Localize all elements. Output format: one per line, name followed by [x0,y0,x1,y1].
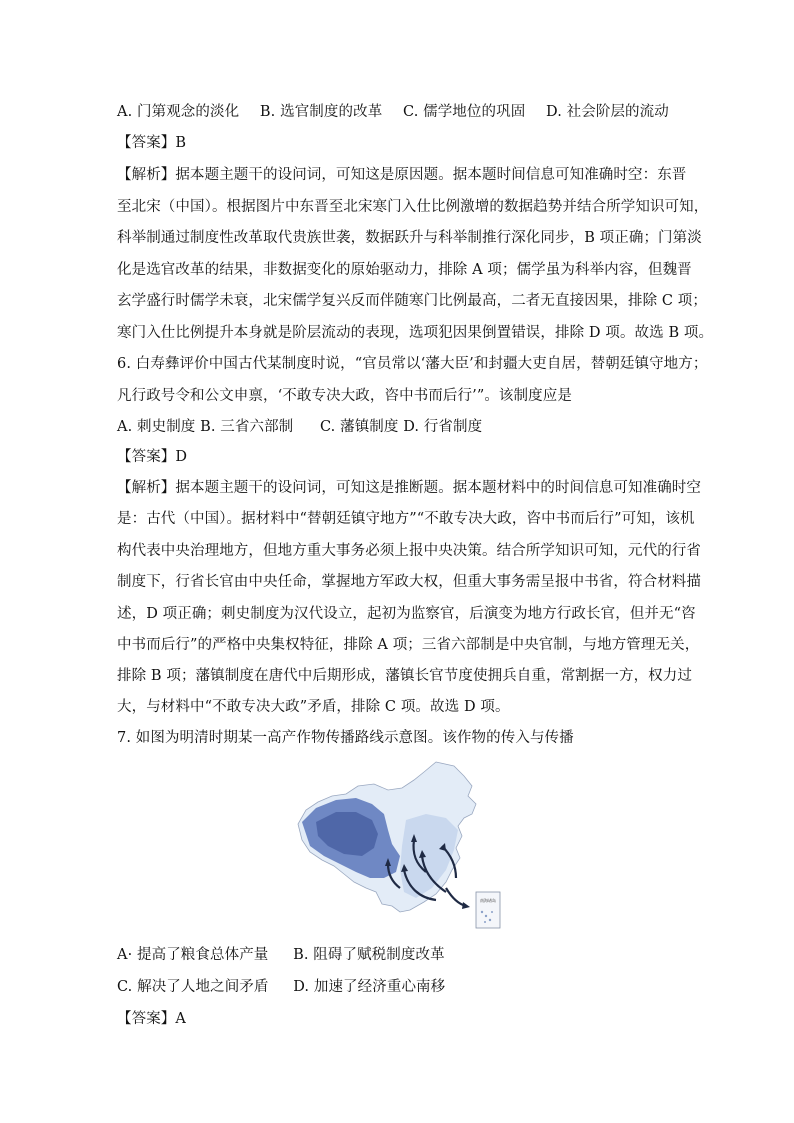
q7-answer: 【答案】A [117,1011,186,1027]
q6-answer: 【答案】D [117,449,188,465]
q7-option-b: B. 阻碍了赋税制度改革 [293,947,445,963]
q5-analysis-line-2: 至北宋（中国）。根据图片中东晋至北宋寒门入仕比例激增的数据趋势并结合所学知识可知， [117,199,709,215]
q6-analysis-line-8: 大，与材料中“不敢专决大政”矛盾，排除 C 项。故选 D 项。 [117,699,510,715]
q5-analysis-line-5: 玄学盛行时儒学未衰，北宋儒学复兴反而伴随寒门比例最高，二者无直接因果，排除 C 项； [117,293,708,309]
q5-options [117,102,687,122]
q5-analysis-line-3: 科举制通过制度性改革取代贵族世袭，数据跃升与科举制推行深化同步，B 项正确；门第淡 [117,230,702,246]
q7-options-row-1 [117,945,687,965]
q7-stem: 7. 如图为明清时期某一高产作物传播路线示意图。该作物的传入与传播 [117,730,574,746]
q5-analysis-line-6: 寒门入仕比例提升本身就是阶层流动的表现，选项犯因果倒置错误，排除 D 项。故选 B 项。 [117,325,714,341]
q5-option-c: C. 儒学地位的巩固 [403,104,526,120]
q6-analysis-line-6: 中书而后行”的严格中央集权特征，排除 A 项；三省六部制是中央官制，与地方管理无关， [117,637,700,653]
q5-analysis-line-4: 化是选官改革的结果，非数据变化的原始驱动力，排除 A 项；儒学虽为科举内容，但魏晋 [117,262,692,278]
q6-analysis-line-5: 述，D 项正确；刺史制度为汉代设立，起初为监察官，后演变为地方行政长官，但并无“咨 [117,606,696,622]
q5-option-d: D. 社会阶层的流动 [546,104,669,120]
q6-options-ab: A. 刺史制度 B. 三省六部制 [117,419,294,435]
q5-answer: 【答案】B [117,135,187,151]
q6-analysis-line-3: 构代表中央治理地方，但地方重大事务必须上报中央决策。结合所学知识可知，元代的行省 [117,543,701,559]
q6-analysis-line-4: 制度下，行省长官由中央任命，掌握地方军政大权，但重大事务需呈报中书省，符合材料描 [117,574,701,590]
q7-option-c: C. 解决了人地之间矛盾 [117,979,269,995]
south-sea-inset-label: 南海诸岛 [480,898,496,903]
q5-analysis-line-1: 【解析】据本题主题干的设问词，可知这是原因题。据本题时间信息可知准确时空：东晋 [117,167,687,183]
q7-options-row-2 [117,977,687,997]
q6-stem-line-1: 6. 白寿彝评价中国古代某制度时说，“官员常以‘藩大臣’和封疆大吏自居，替朝廷镇守地方； [117,356,708,372]
q6-analysis-line-2: 是：古代（中国）。据材料中“替朝廷镇守地方”“不敢专决大政，咨中书而后行”可知，该机 [117,511,695,527]
q6-options-cd: C. 藩镇制度 D. 行省制度 [320,419,483,435]
q7-option-d: D. 加速了经济重心南移 [293,979,446,995]
q6-options [117,417,687,437]
q5-option-b: B. 选官制度的改革 [259,104,383,120]
q6-analysis-line-1: 【解析】据本题主题干的设问词，可知这是推断题。据本题材料中的时间信息可知准确时空 [117,480,701,496]
q5-option-a: A. 门第观念的淡化 [117,104,240,120]
q6-analysis-line-7: 排除 B 项；藩镇制度在唐代中后期形成，藩镇长官节度使拥兵自重，常割据一方，权力过 [117,668,692,684]
china-map-svg [296,760,506,932]
crop-spread-map [296,760,506,932]
q7-option-a: A· 提高了粮食总体产量 [117,947,269,963]
q6-stem-line-2: 凡行政号令和公文申禀，‘不敢专决大政，咨中书而后行’”。该制度应是 [117,388,572,404]
